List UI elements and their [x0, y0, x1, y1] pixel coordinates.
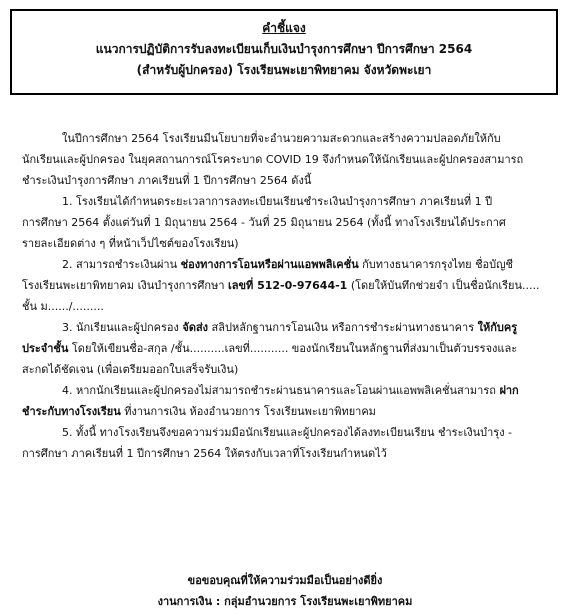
- item-3-text-a: 3. นักเรียนและผู้ปกครอง: [62, 321, 183, 334]
- item-3-teacher-emphasis: ให้กับครู: [477, 321, 518, 334]
- title-box: [10, 9, 558, 95]
- page-title: คำชี้แจง: [262, 21, 306, 35]
- item-2-account-text: โรงเรียนพะเยาพิทยาคม เงินบำรุงการศึกษา: [22, 279, 228, 292]
- item-4-line-1: [62, 380, 556, 401]
- item-1-line-1: 1. โรงเรียนได้กำหนดระยะเวลาการลงทะเบียนเรียนชำระเงินบำรุงการศึกษา ภาคเรียนที่ 1 ปี: [62, 195, 493, 208]
- item-1-line-3: รายละเอียดต่าง ๆ ที่หน้าเว็ปไซต์ของโรงเรียน): [22, 237, 239, 250]
- subtitle-line-2: (สำหรับผู้ปกครอง) โรงเรียนพะเยาพิทยาคม จังหวัดพะเยา: [136, 63, 432, 77]
- item-2-line-2: [22, 275, 556, 296]
- intro-line-3: ชำระเงินบำรุงการศึกษา ภาคเรียนที่ 1 ปีการศึกษา 2564 ดังนี้: [22, 174, 312, 187]
- intro-line-2: นักเรียนและผู้ปกครอง ในยุคสถานการณ์โรคระบาด COVID 19 จึงกำหนดให้นักเรียนและผู้ปกครองสามารถ: [22, 153, 524, 166]
- item-3-text-c: สลิปหลักฐานการโอนเงิน หรือการชำระผ่านทางธนาคาร: [208, 321, 478, 334]
- item-4-deposit-emphasis: ฝาก: [499, 384, 519, 397]
- item-3-homeroom-emphasis: ประจำชั้น: [22, 342, 69, 355]
- item-2-channel-emphasis: ช่องทางการโอนหรือผ่านแอพพลิเคชั่น: [180, 258, 359, 271]
- item-4-line-2: [22, 401, 556, 422]
- item-5-line-1: 5. ทั้งนี้ ทางโรงเรียนจึงขอความร่วมมือนักเรียนและผู้ปกครองได้ลงทะเบียนเรียน ชำระเงินบำรุง -: [62, 426, 513, 439]
- item-2-memo-text: (โดยให้บันทึกช่วยจำ เป็นชื่อนักเรียน.....: [347, 279, 540, 292]
- item-3-line-3: สะกดได้ชัดเจน (เพื่อเตรียมออกใบเสร็จรับเงิน): [22, 363, 239, 376]
- item-3-text-e: โดยให้เขียนชื่อ-สกุล /ชั้น..........เลขที่........... ของนักเรียนในหลักฐานที่ส่งมาเป็นตัวบรรจงและ: [68, 342, 518, 355]
- intro-line-1: ในปีการศึกษา 2564 โรงเรียนมีนโยบายที่จะอำนวยความสะดวกและสร้างความปลอดภัยให้กับ: [62, 132, 501, 145]
- item-1-line-2: การศึกษา 2564 ตั้งแต่วันที่ 1 มิถุนายน 2564 - วันที่ 25 มิถุนายน 2564 (ทั้งนี้ ทางโรงเรียนได้ประกาศ: [22, 216, 506, 229]
- item-5-line-2: การศึกษา ภาคเรียนที่ 1 ปีการศึกษา 2564 ให้ตรงกับเวลาที่โรงเรียนกำหนดไว้: [22, 447, 387, 460]
- subtitle-line-1: แนวการปฏิบัติการรับลงทะเบียนเก็บเงินบำรุงการศึกษา ปีการศึกษา 2564: [95, 42, 473, 56]
- document-body: [22, 128, 556, 464]
- item-3-line-2: [22, 338, 556, 359]
- item-2-text-a: 2. สามารถชำระเงินผ่าน: [62, 258, 181, 271]
- account-number: เลขที่ 512-0-97644-1: [228, 279, 348, 292]
- item-3-send-emphasis: จัดส่ง: [182, 321, 209, 334]
- item-2-line-3: ชั้น ม....../.........: [22, 300, 104, 313]
- thanks-text: ขอขอบคุณที่ให้ความร่วมมือเป็นอย่างดียิ่ง: [187, 574, 383, 587]
- item-2-text-c: กับทางธนาคารกรุงไทย ชื่อบัญชี: [358, 258, 513, 271]
- item-4-text-a: 4. หากนักเรียนและผู้ปกครองไม่สามารถชำระผ่านธนาคารและโอนผ่านแอพพลิเคชั่นสามารถ: [62, 384, 500, 397]
- item-4-school-emphasis: ชำระกับทางโรงเรียน: [22, 405, 121, 418]
- item-3-line-1: [62, 317, 556, 338]
- item-2-line-1: [62, 254, 556, 275]
- item-4-text-c: ที่งานการเงิน ห้องอำนวยการ โรงเรียนพะเยาพิทยาคม: [120, 405, 376, 418]
- signature-text: งานการเงิน : กลุ่มอำนวยการ โรงเรียนพะเยาพิทยาคม: [157, 595, 413, 608]
